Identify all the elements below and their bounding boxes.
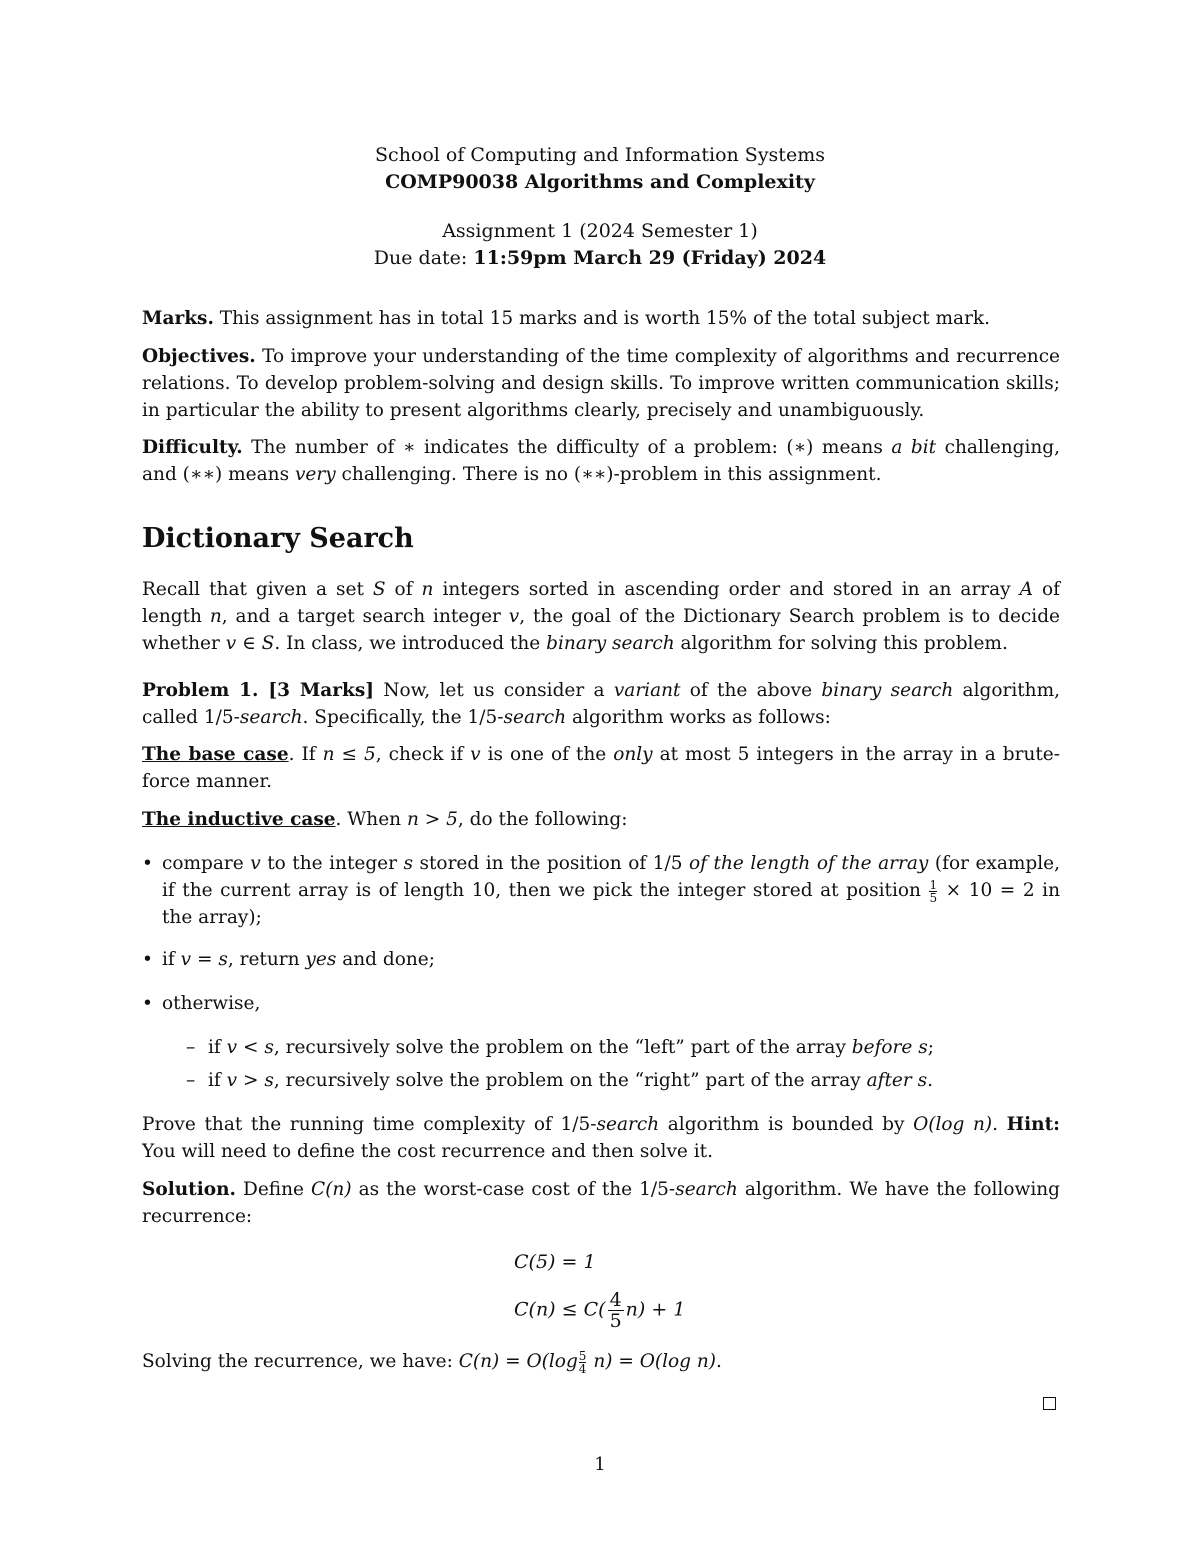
solve-eq-a: C(n) = O(log [458,1351,578,1372]
course-title [0,169,1200,196]
solution-em: search [675,1179,738,1200]
due-prefix: Due date: [373,247,474,269]
recall-v-in-s: v ∈ S [225,633,275,654]
b1-s: s [403,853,413,874]
assignment-text: Assignment 1 (2024 Semester 1) [442,220,758,242]
b2-t2: , return [227,949,306,970]
solution-paragraph [142,1176,1060,1230]
bullet-dot: • [142,853,153,874]
inductive-case-label: The inductive case [142,809,336,830]
inductive-case-paragraph [142,806,1060,833]
sub-bullet-right-text [208,1067,933,1094]
inductive-case-t2: , do the following: [457,809,628,830]
bullet-dot: • [142,993,153,1014]
s2-t2: , recursively solve the problem on the “right” part of the array [273,1070,867,1091]
bullet-dot: • [142,949,153,970]
inductive-case-cond: n > 5 [406,809,458,830]
base-case-t4: at most 5 integers in the array in a brute-force manner. [142,744,1060,792]
qed-square-icon [1043,1397,1056,1410]
recall-t7: . In class, we introduced the [274,633,547,654]
solve-eq-b: n) = O(log n) [587,1351,717,1372]
difficulty-em-1: a bit [891,437,937,458]
difficulty-label: Difficulty. [142,437,243,458]
prove-t3: . [992,1114,1007,1135]
difficulty-text-1: The number of ∗ indicates the difficulty of a problem: (∗) means [242,437,892,458]
b2-t1: if [162,949,181,970]
bullet-compare-text [162,850,1060,931]
problem-em1: variant [613,680,681,701]
recall-n2: n [209,606,222,627]
inductive-case-t1: . When [335,809,407,830]
s2-t1: if [208,1070,227,1091]
base-case-t2: , check if [375,744,471,765]
recall-paragraph [142,576,1060,657]
s1-t2: , recursively solve the problem on the “left” part of the array [273,1037,852,1058]
eq2-frac-num: 4 [609,1289,622,1311]
recall-t8: algorithm for solving this problem. [674,633,1008,654]
recall-v: v [508,606,520,627]
difficulty-text-3: challenging. There is no (∗∗)-problem in this assignment. [335,464,882,485]
base-case-t1: . If [288,744,323,765]
eq2-frac-den: 5 [609,1310,622,1332]
solution-t2: as the worst-case cost of the 1/5- [351,1179,676,1200]
b1-frac-den: 5 [929,890,938,905]
b2-t3: and done; [336,949,435,970]
prove-t2: algorithm is bounded by [659,1114,914,1135]
marks-text: This assignment has in total 15 marks and is worth 15% of the total subject mark. [213,308,991,329]
b1-t1: compare [162,853,251,874]
recall-em: binary search [546,633,675,654]
recall-array: A [1019,579,1034,600]
dash-marker: – [186,1070,196,1091]
eq2-lhs: C(n) ≤ C( [514,1298,606,1321]
problem-em3: search [239,707,303,728]
problem-t5: algorithm works as follows: [566,707,831,728]
solution-cn: C(n) [311,1179,352,1200]
log-base-den: 4 [578,1361,587,1376]
recall-set: S [372,579,386,600]
solve-t2: . [716,1351,722,1372]
recall-t5: , and a target search integer [221,606,509,627]
solution-t1: Define [235,1179,312,1200]
b1-fraction [929,879,937,904]
base-case-em: only [613,744,653,765]
assignment-title [0,218,1200,245]
problem-t4: . Specifically, the 1/5- [302,707,504,728]
problem-t2: of the above [680,680,822,701]
course-text: COMP90038 Algorithms and Complexity [385,171,815,193]
problem-label: Problem 1. [142,680,259,701]
s2-t3: . [927,1070,933,1091]
objectives-paragraph [142,343,1060,424]
prove-paragraph [142,1111,1060,1165]
problem-em4: search [503,707,567,728]
difficulty-text-2: challenging, and (∗∗) means [142,437,1061,485]
recall-n: n [421,579,434,600]
dash-marker: – [186,1037,196,1058]
page-number: 1 [594,1454,606,1475]
b1-t4: (for example, if the current array is of length 10, then we pick the integer stored at position [162,853,1060,901]
eq2-fraction [608,1290,624,1331]
recall-t2: of [385,579,422,600]
b2-em: yes [305,949,337,970]
prove-bound: O(log n) [913,1114,993,1135]
solve-t1: Solving the recurrence, we have: [142,1351,459,1372]
s1-t1: if [208,1037,227,1058]
b1-t3: stored in the position of 1/5 [412,853,690,874]
recall-t1: Recall that given a set [142,579,373,600]
difficulty-em-2: very [294,464,336,485]
base-case-paragraph [142,741,1060,795]
s1-cond: v < s [226,1037,274,1058]
log-base-fraction [579,1350,587,1375]
b1-v: v [250,853,261,874]
hint-text: You will need to define the cost recurrence and then solve it. [142,1141,713,1162]
problem-1-paragraph [142,677,1060,731]
sub-bullet-left-text [208,1034,934,1061]
recall-t3: integers sorted in ascending order and stored in an array [433,579,1020,600]
prove-em: search [596,1114,660,1135]
b1-t2: to the integer [260,853,404,874]
base-case-v: v [470,744,481,765]
s2-cond: v > s [226,1070,274,1091]
s1-em: before s [851,1037,928,1058]
b2-cond: v = s [180,949,228,970]
due-date-line [0,245,1200,272]
difficulty-paragraph [142,434,1060,488]
section-title: Dictionary Search [142,523,414,554]
bullet-equal-text [162,946,1060,973]
solution-t3: algorithm. We have the following recurrence: [142,1179,1060,1227]
objectives-label: Objectives. [142,346,256,367]
school-text: School of Computing and Information Systems [375,144,825,166]
base-case-cond: n ≤ 5 [322,744,376,765]
recall-t4: of length [142,579,1060,627]
due-date: 11:59pm March 29 (Friday) 2024 [473,247,827,269]
recall-t6: , the goal of the Dictionary Search problem is to decide whether [142,606,1060,654]
b1-em: of the length of the array [689,853,929,874]
solution-label: Solution. [142,1179,236,1200]
problem-em2: binary search [821,680,954,701]
log-base-num: 5 [578,1348,587,1363]
b1-t5: × 10 = 2 in the array); [162,880,1060,928]
base-case-t3: is one of the [480,744,614,765]
equation-base: C(5) = 1 [514,1251,596,1273]
school-name [0,142,1200,169]
hint-label: Hint: [1006,1114,1060,1135]
s2-em: after s [866,1070,928,1091]
eq2-rhs: n) + 1 [625,1298,686,1321]
marks-paragraph [142,305,1060,332]
b1-frac-num: 1 [929,877,938,892]
objectives-text: To improve your understanding of the time complexity of algorithms and recurrence relations. To develop problem-solving and design skills. To improve written communication skills; in particular the ability to present algorithms clearly, precisely and unambiguously. [142,346,1060,421]
problem-t3: algorithm, called 1/5- [142,680,1061,728]
problem-marks: [3 Marks] [258,680,375,701]
prove-t1: Prove that the running time complexity of 1/5- [142,1114,597,1135]
bullet-otherwise-text: otherwise, [162,993,261,1014]
solving-line [142,1348,1060,1375]
problem-t1: Now, let us consider a [374,680,614,701]
s1-t3: ; [927,1037,934,1058]
marks-label: Marks. [142,308,214,329]
base-case-label: The base case [142,744,289,765]
equation-recurrence [514,1290,685,1331]
